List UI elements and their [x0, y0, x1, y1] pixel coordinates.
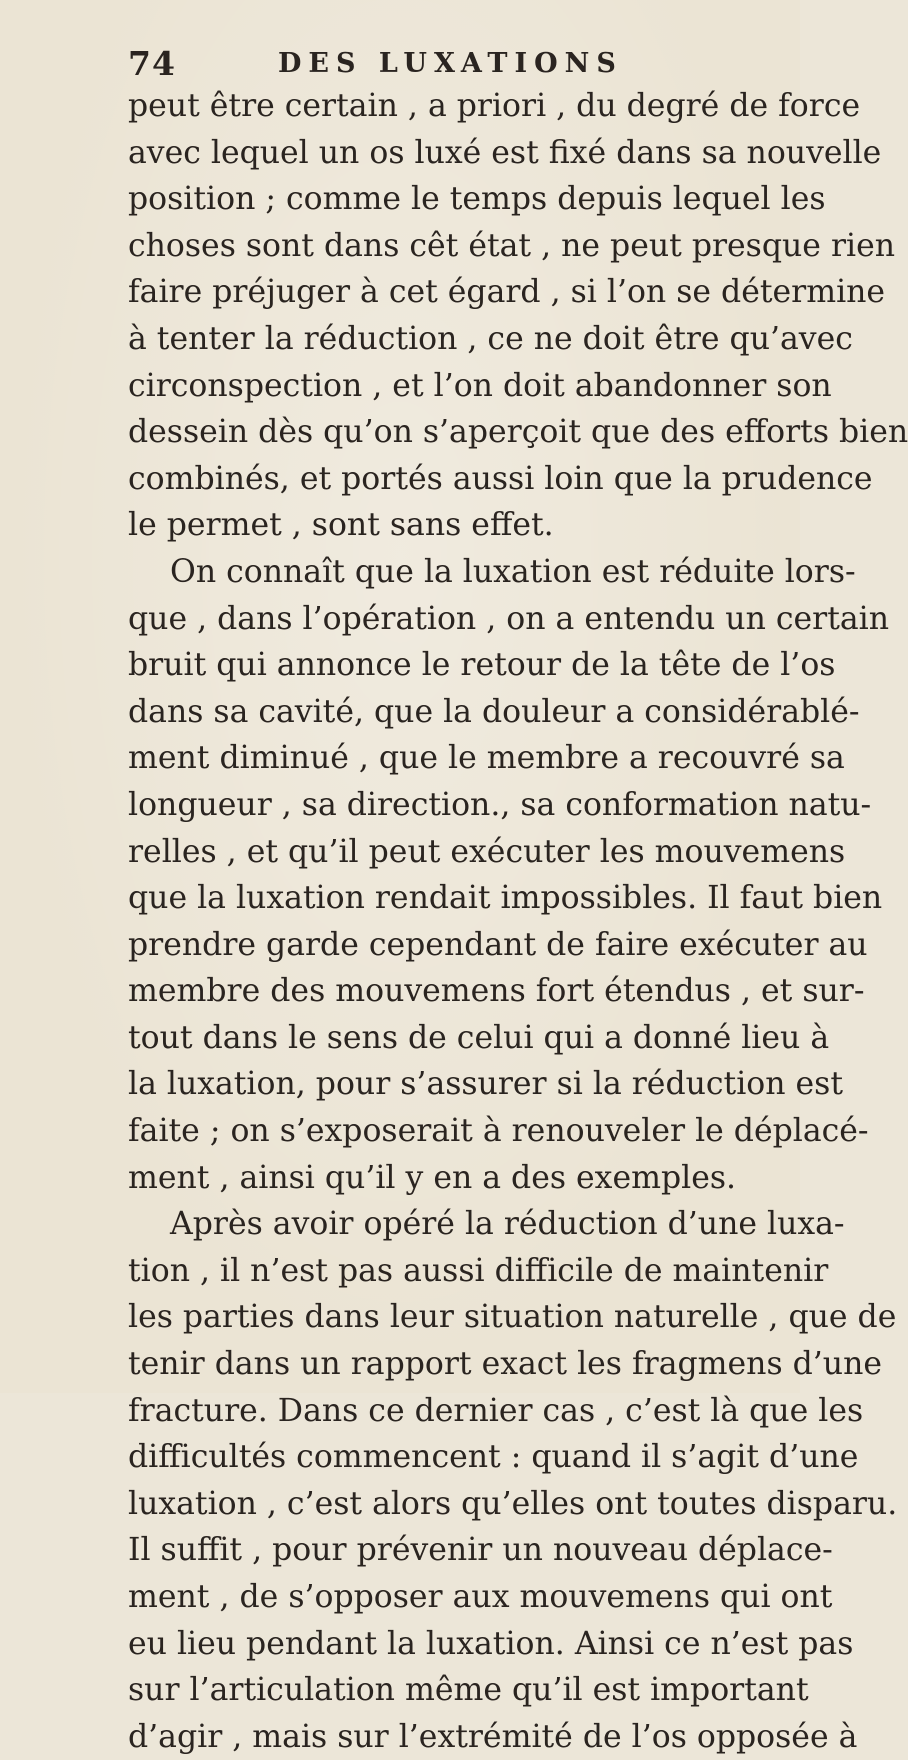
- text-line: relles , et qu’il peut exécuter les mouvemens: [128, 833, 846, 870]
- text-line: circonspection , et l’on doit abandonner son: [128, 367, 832, 404]
- text-line: que , dans l’opération , on a entendu un certain: [128, 600, 890, 637]
- text-line: position ; comme le temps depuis lequel les: [128, 181, 826, 218]
- text-line: la luxation, pour s’assurer si la réduction est: [128, 1066, 843, 1103]
- text-line: eu lieu pendant la luxation. Ainsi ce n’est pas: [128, 1625, 854, 1662]
- text-line: tenir dans un rapport exact les fragmens d’une: [128, 1346, 883, 1383]
- text-line: bruit qui annonce le retour de la tête de l’os: [128, 647, 836, 684]
- text-line: luxation , c’est alors qu’elles ont toutes disparu.: [128, 1485, 898, 1522]
- text-line: On connaît que la luxation est réduite lors-: [170, 553, 856, 590]
- text-line: le permet , sont sans effet.: [128, 507, 554, 544]
- text-line: avec lequel un os luxé est fixé dans sa nouvelle: [128, 134, 882, 171]
- text-line: faite ; on s’exposerait à renouveler le déplacé-: [128, 1113, 869, 1150]
- text-line: longueur , sa direction., sa conformation natu-: [128, 786, 872, 823]
- text-line: combinés, et portés aussi loin que la prudence: [128, 460, 873, 497]
- text-line: tion , il n’est pas aussi difficile de maintenir: [128, 1252, 829, 1289]
- running-head: [128, 44, 688, 84]
- text-line: membre des mouvemens fort étendus , et sur-: [128, 973, 865, 1010]
- text-line: dessein dès qu’on s’aperçoit que des efforts bien: [128, 414, 908, 451]
- text-line: fracture. Dans ce dernier cas , c’est là que les: [128, 1392, 864, 1429]
- text-line: Après avoir opéré la réduction d’une luxa-: [170, 1206, 845, 1243]
- text-line: d’agir , mais sur l’extrémité de l’os opposée à: [128, 1718, 858, 1755]
- text-line: peut être certain , a priori , du degré de force: [128, 88, 861, 124]
- text-line: les parties dans leur situation naturelle , que de: [128, 1299, 897, 1336]
- text-line: sur l’articulation même qu’il est important: [128, 1672, 809, 1709]
- text-line: difficultés commencent : quand il s’agit d’une: [128, 1439, 859, 1476]
- text-line: ment , ainsi qu’il y en a des exemples.: [128, 1159, 737, 1196]
- text-line: que la luxation rendait impossibles. Il faut bien: [128, 880, 883, 917]
- text-line: ment , de s’opposer aux mouvemens qui ont: [128, 1579, 833, 1615]
- text-line: ment diminué , que le membre a recouvré sa: [128, 740, 845, 777]
- text-line: tout dans le sens de celui qui a donné lieu à: [128, 1019, 830, 1056]
- text-line: à tenter la réduction , ce ne doit être qu’avec: [128, 320, 853, 357]
- running-title: DES LUXATIONS: [278, 48, 623, 79]
- text-line: dans sa cavité, que la douleur a considérablé-: [128, 693, 860, 730]
- text-line: faire préjuger à cet égard , si l’on se détermine: [128, 274, 886, 311]
- text-line: choses sont dans cêt état , ne peut presque rien: [128, 227, 896, 264]
- text-line: prendre garde cependant de faire exécuter au: [128, 926, 868, 963]
- text-line: Il suffit , pour prévenir un nouveau déplace-: [128, 1532, 833, 1569]
- page-number: 74: [128, 44, 176, 83]
- body-text: [128, 83, 908, 1760]
